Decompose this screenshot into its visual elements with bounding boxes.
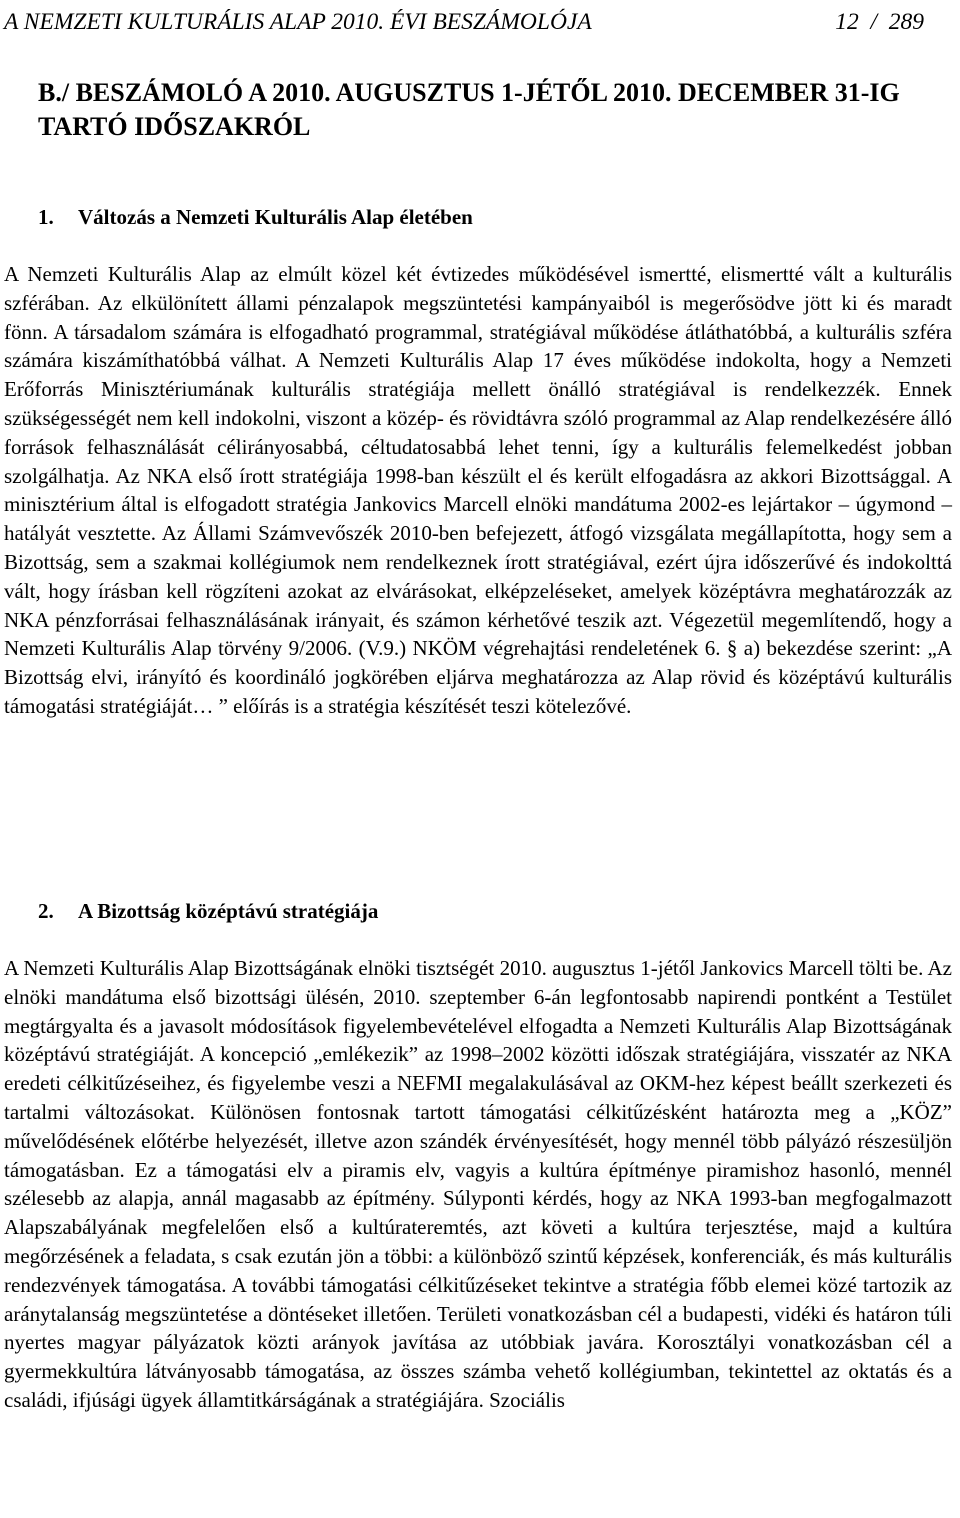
page-separator: / (870, 9, 877, 35)
page-current: 12 (835, 9, 859, 35)
page-total: 289 (888, 9, 924, 35)
section-paragraph: A Nemzeti Kulturális Alap az elmúlt közel két évtizedes működésével ismertté, elismertté vált a kulturális szférában. Az elkülönített állami pénzalapok megszüntetési kampányaiból is megerősödve jött ki és maradt fönn. A társadalom számára is elfogadható programmal, stratégiával működése átláthatóbbá, a kulturális szféra számára kiszámíthatóbbá válhat. A Nemzeti Kulturális Alap 17 éves működése indokolta, hogy a Nemzeti Erőforrás Minisztériumának kulturális stratégiája mellett önálló stratégiával is rendelkezzék. Ennek szükségességét nem kell indokolni, viszont a közép- és rövidtávra szóló programmal az Alap rendelkezésére álló források felhasználását célirányosabbá, céltudatosabbá lehet tenni, így a kulturális felemelkedést jobban szolgálhatja. Az NKA első írott stratégiája 1998-ban készült el és került elfogadásra az akkori Bizottsággal. A minisztérium által is elfogadott stratégia Jankovics Marcell elnöki mandátuma 2002-es lejártakor – úgymond – hatályát vesztette. Az Állami Számvevőszék 2010-ben befejezett, átfogó vizsgálata megállapította, hogy sem a Bizottság, sem a szakmai kollégiumok nem rendelkeznek írott stratégiával, ezért újra időszerűvé és indokolttá vált, hogy írásban kell rögzíteni azokat az elvárásokat, elképzeléseket, amelyek középtávra meghatározzák az NKA pénzforrásai felhasználásának irányait, és számon kérhetővé teszik azt. Végezetül megemlítendő, hogy a Nemzeti Kulturális Alap törvény 9/2006. (V.9.) NKÖM végrehajtási rendeletének 6. § a) bekezdése szerint: „A Bizottság elvi, irányító és koordináló jogkörében eljárva meghatározza az Alap rövid és középtávú kulturális támogatási stratégiáját… ” előírás is a stratégia készítését teszi kötelezővé. (4, 262, 952, 718)
section-title: A Bizottság középtávú stratégiája (78, 899, 379, 923)
section-title: Változás a Nemzeti Kulturális Alap életében (78, 205, 473, 229)
section-number: 2. (38, 899, 54, 923)
section-number: 1. (38, 205, 54, 229)
section-heading (38, 897, 378, 925)
section-heading (38, 203, 473, 231)
page-number (835, 5, 924, 39)
document-title: A NEMZETI KULTURÁLIS ALAP 2010. ÉVI BESZÁMOLÓJA (4, 9, 592, 35)
main-title: B./ BESZÁMOLÓ A 2010. AUGUSZTUS 1-JÉTŐL 2010. DECEMBER 31-IG TARTÓ IDŐSZAKRÓL (38, 78, 900, 141)
page-header (4, 5, 924, 39)
section-paragraph: A Nemzeti Kulturális Alap Bizottságának elnöki tisztségét 2010. augusztus 1-jétől Jankovics Marcell tölti be. Az elnöki mandátuma első bizottsági ülésén, 2010. szeptember 6-án legfontosabb napirendi pontként a Testület megtárgyalta és a javasolt módosítások figyelembevételével elfogadta a Nemzeti Kulturális Alap Bizottságának középtávú stratégiáját. A koncepció „emlékezik” az 1998–2002 közötti időszak stratégiájára, visszatér az NKA eredeti célkitűzéseihez, és figyelembe veszi a NEFMI megalakulásával az OKM-hez képest beállt szerkezeti és tartalmi változásokat. Különösen fontosnak tartott támogatási célkitűzésként határozta meg a „KÖZ” művelődésének előtérbe helyezését, illetve azon szándék érvényesítését, hogy mennél több pályázó részesüljön támogatásban. Ez a támogatási elv a piramis elv, vagyis a kultúra építménye piramishoz hasonló, mennél szélesebb az alapja, annál magasabb az építmény. Súlyponti kérdés, hogy az NKA 1993-ban megfogalmazott Alapszabályának megfelelően első a kultúrateremtés, azt követi a kultúra terjesztése, majd a kultúra megőrzésének a feladata, s csak ezután jön a többi: a különböző szintű képzések, konferenciák, és más kulturális rendezvények támogatása. A további támogatási célkitűzéseket tekintve a stratégia főbb elemei közé tartozik az aránytalanság megszüntetése a döntéseket illetően. Területi vonatkozásban cél a budapesti, vidéki és határon túli nyertes magyar pályázatok közti arányok javítása az utóbbiak javára. Korosztályi vonatkozásban cél a gyermekkultúra látványosabb támogatása, az összes számba vehető kollégiumban, tekintettel az oktatás és a családi, ifjúsági ügyek államtitkárságának a stratégiájára. Szociális (4, 956, 952, 1412)
